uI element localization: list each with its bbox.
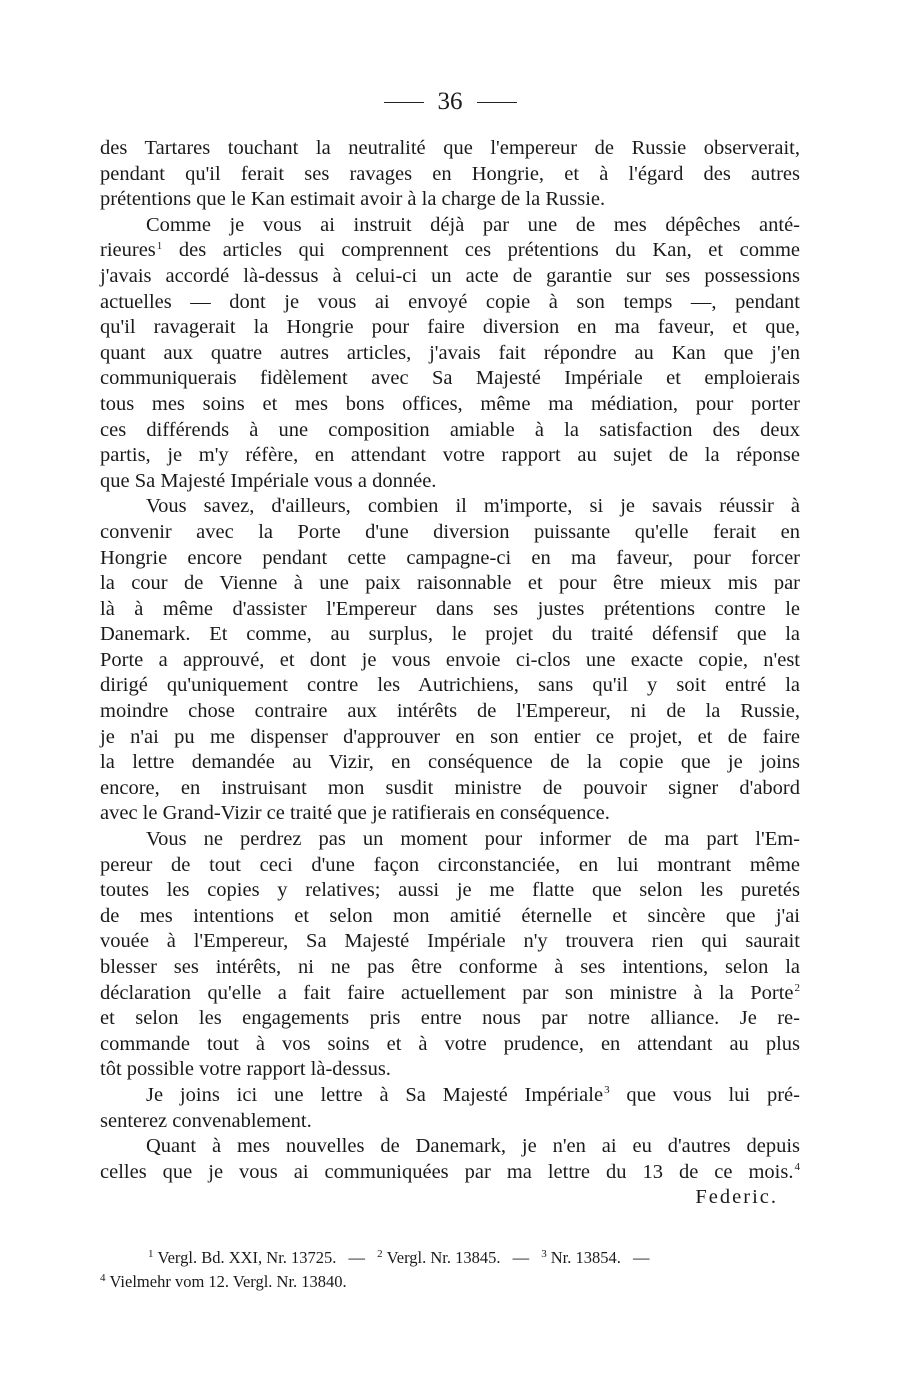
text-line: j'avais accordé là-dessus à celui-ci un acte de garantie sur ses possessions xyxy=(100,264,800,287)
text-line: et selon les engagements pris entre nous par notre alliance. Je re- xyxy=(100,1007,800,1030)
header-rule-right xyxy=(477,102,517,103)
text-line: blesser ses intérêts, ni ne pas être conforme à ses intentions, selon la xyxy=(100,956,800,978)
footnote-marker: 2 xyxy=(794,981,800,994)
footnotes xyxy=(100,1246,800,1294)
footnote-line-2 xyxy=(100,1270,800,1294)
body-text xyxy=(100,136,800,1211)
text-line: Je joins ici une lettre à Sa Majesté Impériale$^3$ que vous lui pré- xyxy=(146,1083,800,1106)
text-line: senterez convenablement. xyxy=(100,1109,312,1132)
text-line: la lettre demandée au Vizir, en conséquence de la copie que je joins xyxy=(100,751,800,774)
footnote-separator: — xyxy=(348,1248,366,1267)
text-line: dirigé qu'uniquement contre les Autrichiens, sans qu'il y soit entré la xyxy=(100,674,800,697)
text-line: Quant à mes nouvelles de Danemark, je n'en ai eu d'autres depuis xyxy=(146,1135,800,1158)
text-line: Vous ne perdrez pas un moment pour informer de ma part l'Em- xyxy=(146,828,800,851)
header-rule-left xyxy=(384,102,424,103)
text-line: actuelles — dont je vous ai envoyé copie à son temps —, pendant xyxy=(100,290,800,313)
text-line: tous mes soins et mes bons offices, même ma médiation, pour porter xyxy=(100,392,800,415)
footnote-separator: — xyxy=(512,1248,530,1267)
footnote-marker: 4 xyxy=(794,1160,800,1173)
text-line: partis, je m'y réfère, en attendant votre rapport au sujet de la réponse xyxy=(100,444,800,467)
text-line: Porte a approuvé, et dont je vous envoie ci-clos une exacte copie, n'est xyxy=(100,648,800,671)
text-line: prétentions que le Kan estimait avoir à la charge de la Russie. xyxy=(100,188,606,211)
footnote-line-1 xyxy=(100,1246,800,1270)
text-line: quant aux quatre autres articles, j'avais fait répondre au Kan que j'en xyxy=(100,341,800,364)
page-number: 36 xyxy=(437,88,463,115)
text-line: commande tout à vos soins et à votre prudence, en attendant au plus xyxy=(100,1032,800,1055)
text-line: vouée à l'Empereur, Sa Majesté Impériale n'y trouvera rien qui saurait xyxy=(100,930,800,953)
text-line: moindre chose contraire aux intérêts de l'Empereur, ni de la Russie, xyxy=(100,700,800,723)
text-line: de mes intentions et selon mon amitié éternelle et sincère que j'ai xyxy=(100,904,800,927)
footnote-4: $^4$ Vielmehr vom 12. Vergl. Nr. 13840. xyxy=(100,1271,347,1291)
text-line: Vous savez, d'ailleurs, combien il m'importe, si je savais réussir à xyxy=(146,495,800,518)
text-line: ces différends à une composition amiable à la satisfaction des deux xyxy=(100,418,800,441)
text-line: déclaration qu'elle a fait faire actuellement par son ministre à la Porte$^2$ xyxy=(100,981,800,1004)
footnote-marker: 3 xyxy=(604,1084,610,1097)
text-line: Hongrie encore pendant cette campagne-ci en ma faveur, pour forcer xyxy=(100,546,800,569)
text-line: pereur de tout ceci d'une façon circonstanciée, en lui montrant même xyxy=(100,853,800,876)
text-line: des Tartares touchant la neutralité que l'empereur de Russie observerait, xyxy=(100,137,800,159)
text-line: Danemark. Et comme, au surplus, le projet du traité défensif que la xyxy=(100,623,800,646)
text-line: la cour de Vienne à une paix raisonnable et pour être mieux mis par xyxy=(100,572,800,595)
text-line: là à même d'assister l'Empereur dans ses justes prétentions contre le xyxy=(100,597,800,620)
text-line: toutes les copies y relatives; aussi je me flatte que selon les puretés xyxy=(100,879,800,902)
text-line: communiquerais fidèlement avec Sa Majesté Impériale et emploierais xyxy=(100,367,800,390)
text-line: rieures$^1$ des articles qui comprennent ces prétentions du Kan, et comme xyxy=(100,239,800,262)
text-line: pendant qu'il ferait ses ravages en Hongrie, et à l'égard des autres xyxy=(100,162,800,185)
text-lines xyxy=(100,136,800,1185)
signature: Federic. xyxy=(695,1186,778,1209)
text-line: tôt possible votre rapport là-dessus. xyxy=(100,1058,391,1081)
text-line: convenir avec la Porte d'une diversion puissante qu'elle ferait en xyxy=(100,520,800,543)
footnote-3: $^3$ Nr. 13854. xyxy=(541,1247,621,1267)
footnote-1: $^1$ Vergl. Bd. XXI, Nr. 13725. xyxy=(148,1247,337,1267)
text-line: qu'il ravagerait la Hongrie pour faire diversion en ma faveur, et que, xyxy=(100,316,800,339)
footnote-separator: — xyxy=(632,1248,650,1267)
text-line: je n'ai pu me dispenser d'approuver en son entier ce projet, et de faire xyxy=(100,725,800,748)
footnote-marker: 1 xyxy=(156,239,163,252)
page-header xyxy=(100,84,800,120)
footnote-2: $^2$ Vergl. Nr. 13845. xyxy=(377,1247,501,1267)
text-line: que Sa Majesté Impériale vous a donnée. xyxy=(100,469,437,492)
text-line: celles que je vous ai communiquées par ma lettre du 13 de ce mois.$^4$ xyxy=(100,1160,800,1183)
text-line: Comme je vous ai instruit déjà par une de mes dépêches anté- xyxy=(146,213,800,236)
text-line: encore, en instruisant mon susdit ministre de pouvoir signer d'abord xyxy=(100,776,800,799)
text-line: avec le Grand-Vizir ce traité que je ratifierais en conséquence. xyxy=(100,802,610,825)
